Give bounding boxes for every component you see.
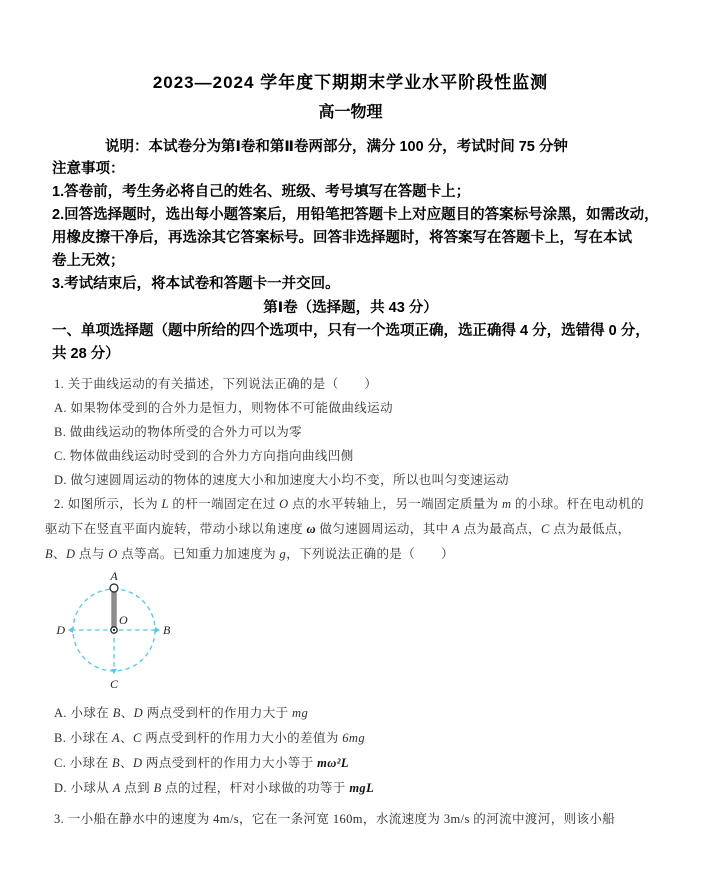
q2-option-d: D. 小球从 A 点到 B 点的过程，杆对小球做的功等于 mgL bbox=[54, 781, 375, 795]
paper-subtitle: 高一物理 bbox=[318, 104, 383, 121]
left-point-marker bbox=[68, 627, 73, 633]
question-2 bbox=[0, 492, 701, 801]
note-1: 1.答卷前，考生务必将自己的姓名、班级、考号填写在答题卡上； bbox=[52, 184, 471, 200]
q1-option-d: D. 做匀速圆周运动的物体的速度大小和加速度大小均不变，所以也叫匀变速运动 bbox=[54, 473, 510, 487]
exam-instruction: 说明：本试卷分为第Ⅰ卷和第Ⅱ卷两部分，满分 100 分，考试时间 75 分钟 bbox=[105, 139, 568, 155]
part-header-line-1: 一、单项选择题（题中所给的四个选项中，只有一个选项正确，选正确得 4 分，选错得 0 分， bbox=[52, 323, 650, 339]
notes-header: 注意事项： bbox=[52, 161, 125, 177]
question-3 bbox=[0, 807, 701, 831]
paper-title: 2023—2024 学年度下期期末学业水平阶段性监测 bbox=[152, 73, 549, 92]
point-label-d: D bbox=[56, 623, 65, 637]
point-label-b: B bbox=[163, 623, 171, 637]
note-2-line-2: 用橡皮擦干净后，再选涂其它答案标号。回答非选择题时，将答案写在答题卡上，写在本试 bbox=[52, 230, 632, 246]
q2-option-c: C. 小球在 B、D 两点受到杆的作用力大小等于 mω²L bbox=[54, 756, 349, 770]
q2-option-b: B. 小球在 A、C 两点受到杆的作用力大小的差值为 6mg bbox=[54, 731, 366, 745]
q2-figure-vertical-circle bbox=[46, 570, 701, 699]
q3-stem: 3. 一小船在静水中的速度为 4m/s，它在一条河宽 160m，水流速度为 3m/s 的河流中渡河，则该小船 bbox=[54, 812, 616, 826]
ball-marker bbox=[110, 584, 118, 592]
q2-stem-line-1: 2. 如图所示，长为 L 的杆一端固定在过 O 点的水平转轴上，另一端固定质量为 m 的小球。杆在电动机的 bbox=[54, 497, 645, 511]
point-label-a: A bbox=[110, 570, 118, 583]
part-header-line-2: 共 28 分） bbox=[52, 346, 120, 362]
q2-option-a: A. 小球在 B、D 两点受到杆的作用力大于 mg bbox=[54, 706, 309, 720]
q1-option-a: A. 如果物体受到的合外力是恒力，则物体不可能做曲线运动 bbox=[54, 401, 393, 415]
note-2-line-3: 卷上无效； bbox=[52, 253, 125, 269]
volume-header: 第Ⅰ卷（选择题，共 43 分） bbox=[263, 300, 438, 316]
pivot-dot bbox=[113, 629, 115, 631]
q1-stem: 1. 关于曲线运动的有关描述，下列说法正确的是（ ） bbox=[54, 377, 378, 391]
center-label-o: O bbox=[119, 613, 128, 627]
note-3: 3.考试结束后，将本试卷和答题卡一并交回。 bbox=[52, 276, 340, 292]
rod-circle-diagram bbox=[46, 570, 186, 694]
point-label-c: C bbox=[109, 677, 119, 691]
q2-stem-line-2: 驱动下在竖直平面内旋转，带动小球以角速度 ω 做匀速圆周运动，其中 A 点为最高点，C 点为最低点， bbox=[45, 522, 631, 536]
q1-option-c: C. 物体做曲线运动时受到的合外力方向指向曲线凹侧 bbox=[54, 449, 354, 463]
rod bbox=[112, 589, 116, 630]
note-2-line-1: 2.回答选择题时，选出每小题答案后，用铅笔把答题卡上对应题目的答案标号涂黑，如需改动， bbox=[52, 207, 659, 223]
q1-option-b: B. 做曲线运动的物体所受的合外力可以为零 bbox=[54, 425, 302, 439]
q2-stem-line-3: B、D 点与 O 点等高。已知重力加速度为 g，下列说法正确的是（ ） bbox=[45, 547, 454, 561]
right-point-marker bbox=[155, 627, 160, 633]
question-1 bbox=[0, 372, 701, 492]
